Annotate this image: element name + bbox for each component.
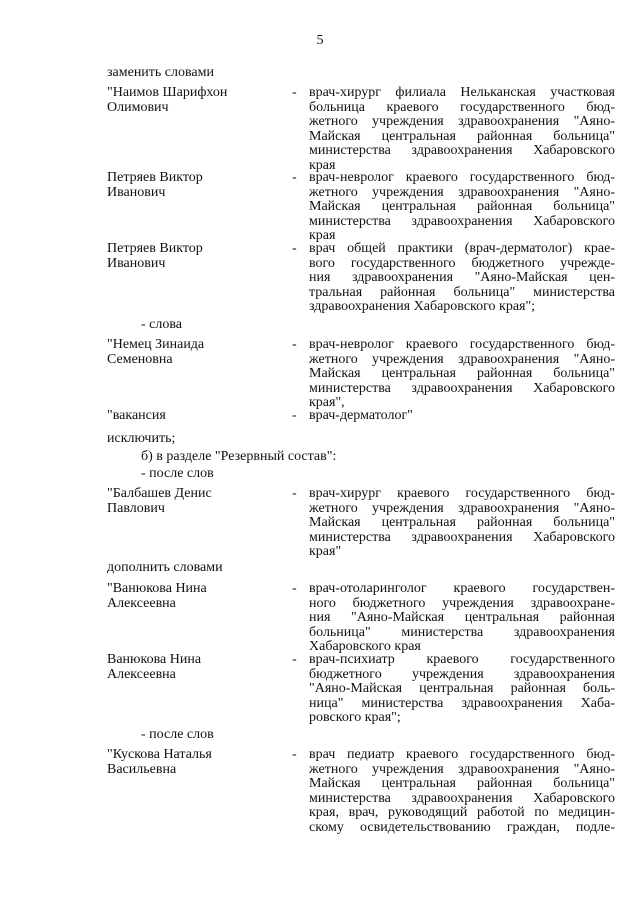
page-number: 5: [316, 33, 324, 48]
position-description: врач общей практики (врач-дерматолог) крае- вого государственного бюджетного учрежде- ния здравоохранения "Аяно-Майская цен- тральная районная больница" министерства здравоохранения Хабаровского края";: [309, 241, 615, 314]
instruction-after-words: - после слов: [141, 727, 214, 742]
dash: -: [292, 747, 297, 762]
position-description: врач-дерматолог": [309, 408, 413, 423]
dash: -: [292, 337, 297, 352]
dash: -: [292, 652, 297, 667]
position-description: врач-невролог краевого государственного бюд- жетного учреждения здравоохранения "Аяно- Майская центральная районная больница" министерства здравоохранения Хабаровского края: [309, 170, 615, 243]
person-name: Ванюкова Нина Алексеевна: [107, 652, 202, 682]
position-description: врач-хирург краевого государственного бюд- жетного учреждения здравоохранения "Аяно- Майская центральная районная больница" министерства здравоохранения Хабаровского края": [309, 486, 615, 559]
position-description: врач-хирург филиала Нельканская участковая больница краевого государственного бюд- жетного учреждения здравоохранения "Аяно- Майская центральная районная больница" министерства здравоохранения Хабаровского края: [309, 85, 615, 173]
dash: -: [292, 241, 297, 256]
person-name: "Кускова Наталья Васильевна: [107, 747, 212, 777]
section-heading-reserve: б) в разделе "Резервный состав":: [141, 449, 337, 464]
person-name: "вакансия: [107, 408, 166, 423]
position-description: врач-невролог краевого государственного бюд- жетного учреждения здравоохранения "Аяно- Майская центральная районная больница" министерства здравоохранения Хабаровского края",: [309, 337, 615, 410]
dash: -: [292, 85, 297, 100]
instruction-exclude: исключить;: [107, 431, 176, 446]
person-name: "Немец Зинаида Семеновна: [107, 337, 205, 367]
dash: -: [292, 408, 297, 423]
dash: -: [292, 170, 297, 185]
person-name: "Наимов Шарифхон Олимович: [107, 85, 228, 115]
position-description: врач-психиатр краевого государственного бюджетного учреждения здравоохранения "Аяно-Майская центральная районная боль- ница" министерства здравоохранения Хаба- ровского края";: [309, 652, 615, 725]
instruction-after-words: - после слов: [141, 466, 214, 481]
person-name: Петряев Виктор Иванович: [107, 170, 203, 200]
instruction-add-words: дополнить словами: [107, 560, 223, 575]
position-description: врач-отоларинголог краевого государствен- ного бюджетного учреждения здравоохране- ния "Аяно-Майская центральная районная больница" министерства здравоохранения Хабаровского края: [309, 581, 615, 654]
person-name: "Балбашев Денис Павлович: [107, 486, 212, 516]
person-name: "Ванюкова Нина Алексеевна: [107, 581, 207, 611]
dash: -: [292, 581, 297, 596]
position-description: врач педиатр краевого государственного бюд- жетного учреждения здравоохранения "Аяно- Майская центральная районная больница" министерства здравоохранения Хабаровского края, врач, руководящий работой по медицин- скому освидетельствованию граждан, подле-: [309, 747, 615, 835]
dash: -: [292, 486, 297, 501]
instruction-words: - слова: [141, 317, 183, 332]
instruction-replace-with: заменить словами: [107, 65, 214, 80]
person-name: Петряев Виктор Иванович: [107, 241, 203, 271]
